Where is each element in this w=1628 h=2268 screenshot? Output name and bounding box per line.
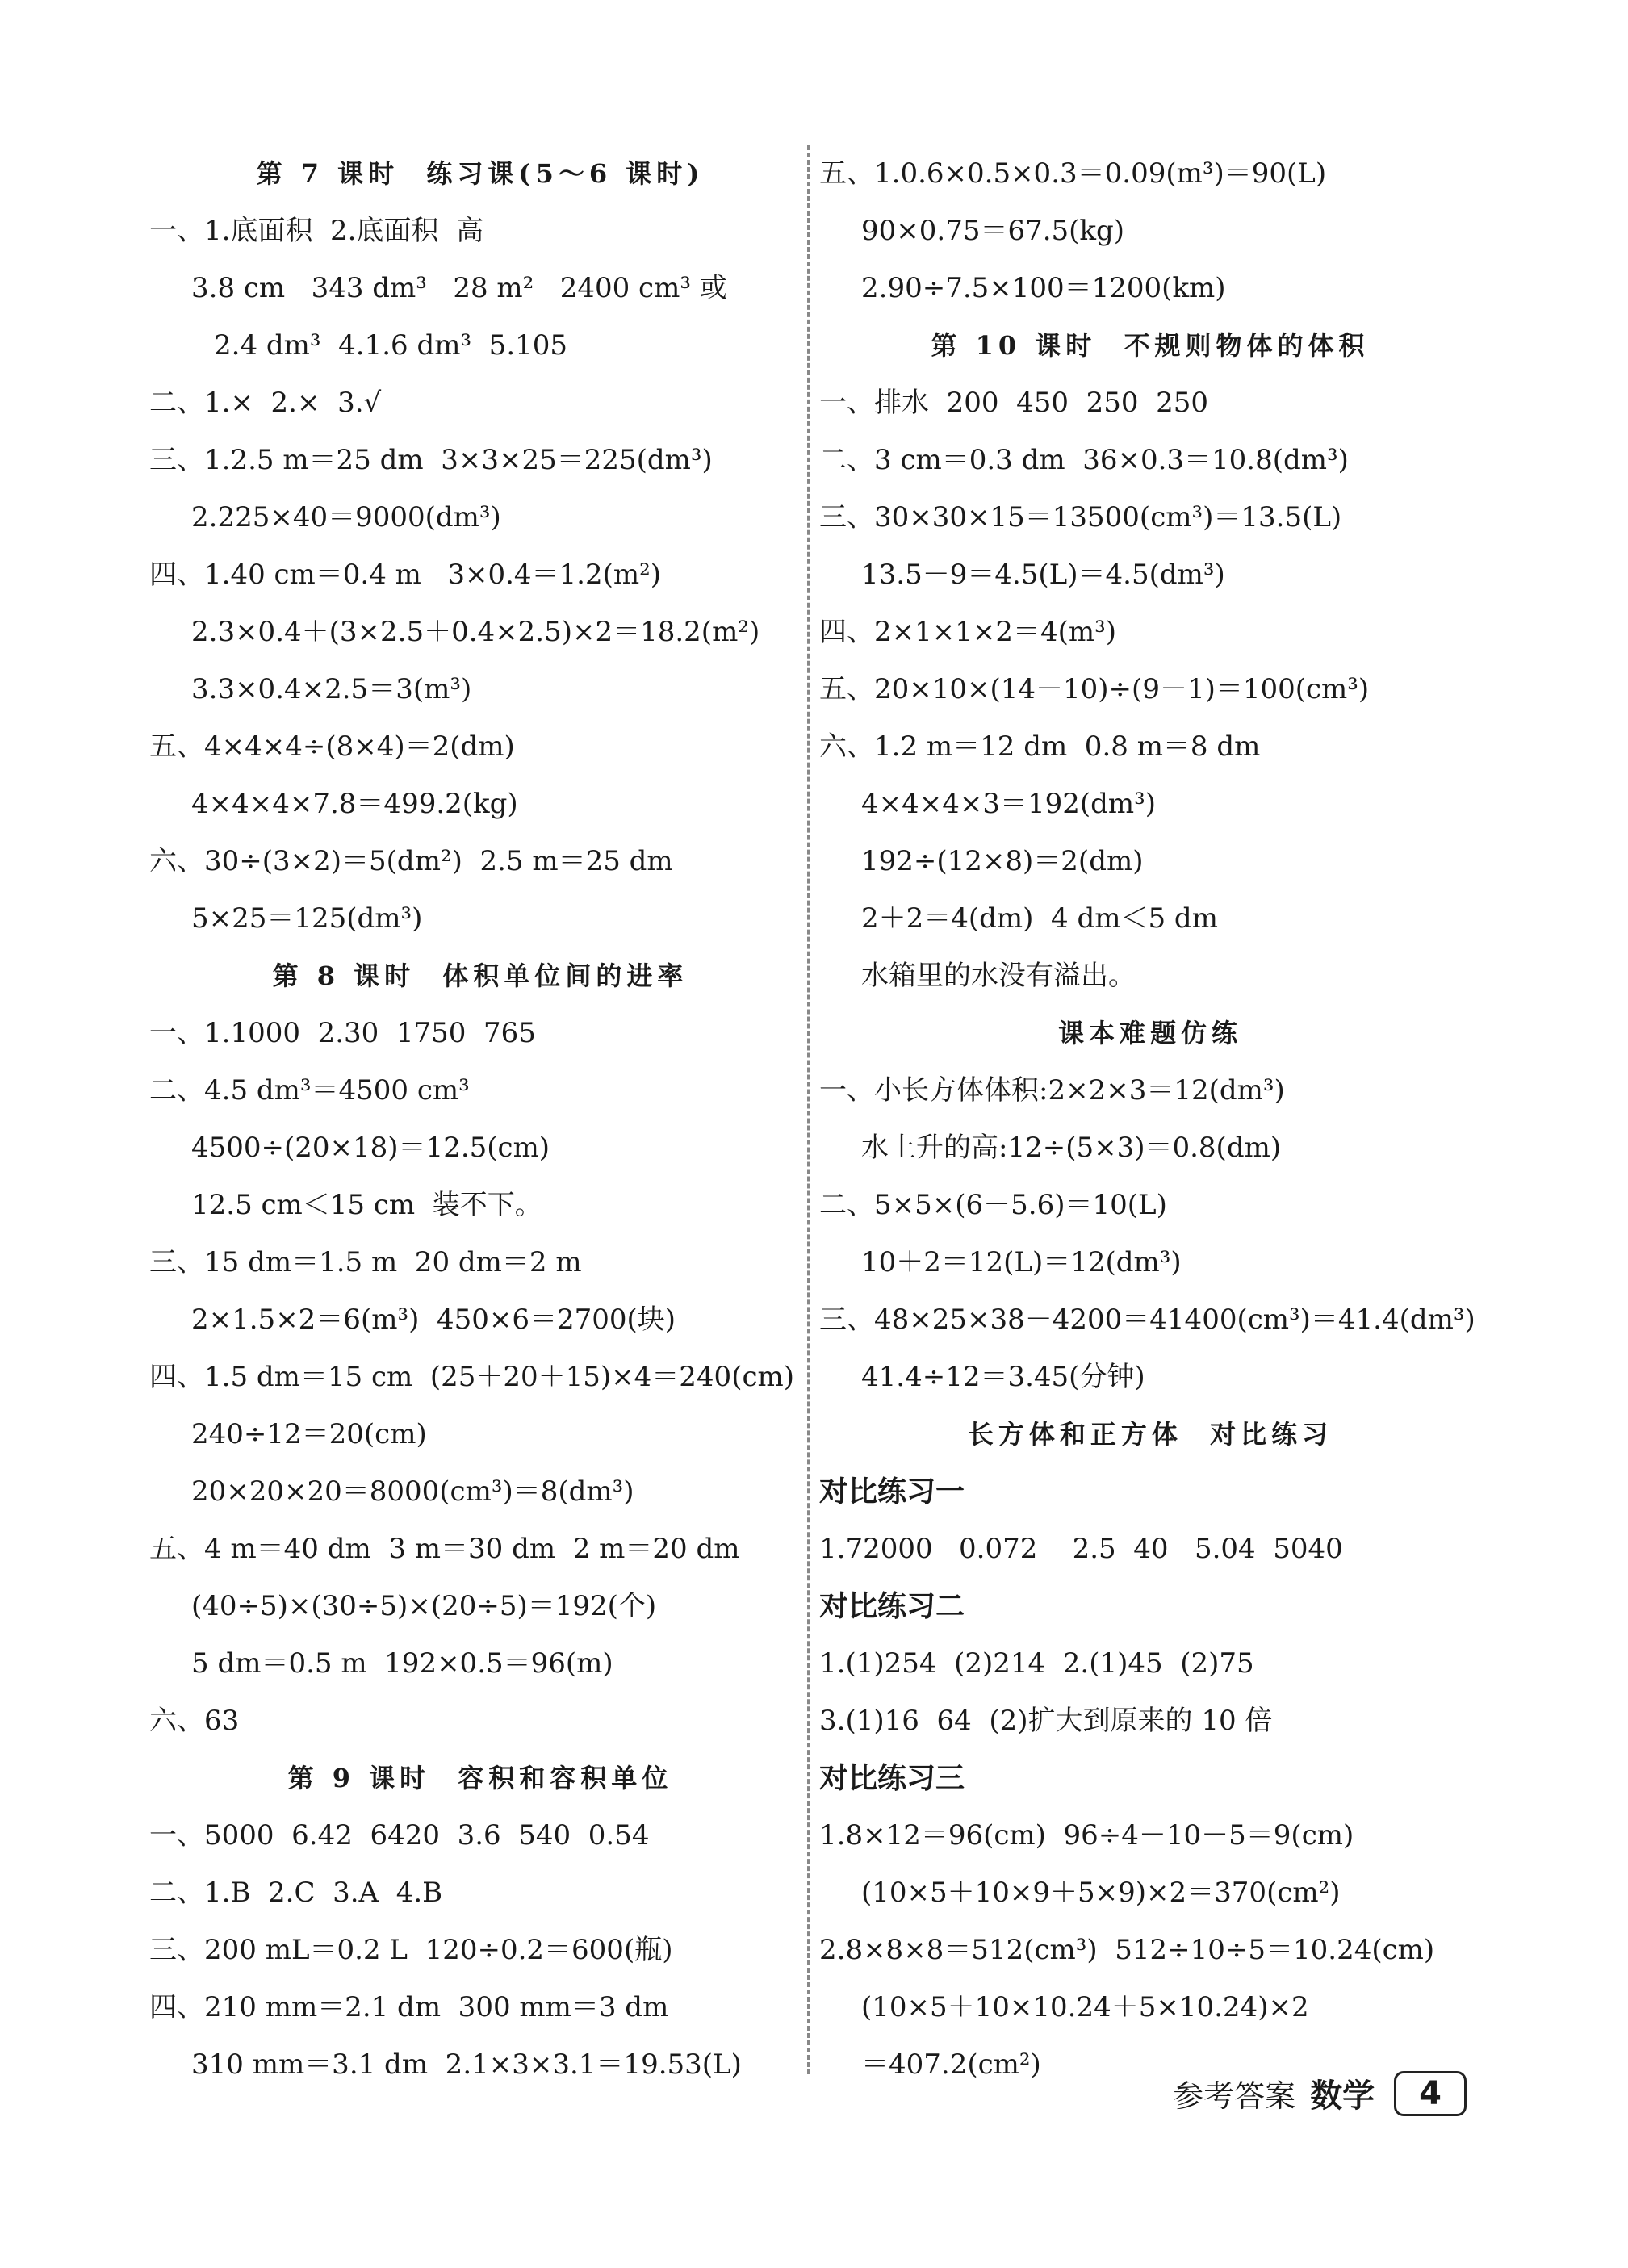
section-heading: 长方体和正方体 对比练习 [967,1419,1333,1450]
footer-label: 参考答案 [1173,2078,1296,2114]
answer-line: 10＋2＝12(L)＝12(dm³) [861,1246,1182,1278]
answer-line: 1.72000 0.072 2.5 40 5.04 5040 [819,1533,1343,1565]
answer-line: 5 dm＝0.5 m 192×0.5＝96(m) [191,1647,613,1680]
answer-line: 1.(1)254 (2)214 2.(1)45 (2)75 [819,1647,1254,1680]
answer-line: 2.4 dm³ 4.1.6 dm³ 5.105 [214,329,568,362]
answer-line: (40÷5)×(30÷5)×(20÷5)＝192(个) [191,1590,657,1622]
answer-line: 二、1.B 2.C 3.A 4.B [149,1877,443,1909]
subsection-heading: 对比练习三 [819,1761,965,1795]
answer-line: 四、2×1×1×2＝4(m³) [819,616,1117,648]
answer-line: 5×25＝125(dm³) [191,902,423,935]
answer-line: 水箱里的水没有溢出。 [861,960,1136,992]
answer-line: 三、30×30×15＝13500(cm³)＝13.5(L) [819,501,1342,534]
answer-line: 一、5000 6.42 6420 3.6 540 0.54 [149,1819,650,1852]
answer-line: (10×5＋10×9＋5×9)×2＝370(cm²) [861,1877,1341,1909]
page-number: 4 [1394,2071,1467,2116]
answer-line: 41.4÷12＝3.45(分钟) [861,1361,1145,1393]
answer-line: 3.(1)16 64 (2)扩大到原来的 10 倍 [819,1705,1273,1737]
answer-line: 水上升的高:12÷(5×3)＝0.8(dm) [861,1132,1282,1164]
answer-line: 2.3×0.4＋(3×2.5＋0.4×2.5)×2＝18.2(m²) [191,616,760,648]
answer-line: 六、1.2 m＝12 dm 0.8 m＝8 dm [819,730,1261,763]
answer-line: 二、1.× 2.× 3.√ [149,387,382,419]
answer-line: 12.5 cm＜15 cm 装不下。 [191,1189,542,1221]
answer-line: 一、1.底面积 2.底面积 高 [149,215,484,247]
answer-line: 20×20×20＝8000(cm³)＝8(dm³) [191,1475,634,1508]
answer-line: 四、210 mm＝2.1 dm 300 mm＝3 dm [149,1991,669,2023]
section-heading: 第 8 课时 体积单位间的进率 [272,960,688,991]
answer-line: 13.5－9＝4.5(L)＝4.5(dm³) [861,559,1225,591]
answer-line: 90×0.75＝67.5(kg) [861,215,1125,247]
answer-line: 3.8 cm 343 dm³ 28 m² 2400 cm³ 或 [191,272,727,304]
answer-line: 四、1.5 dm＝15 cm (25＋20＋15)×4＝240(cm) [149,1361,794,1393]
answer-line: 五、1.0.6×0.5×0.3＝0.09(m³)＝90(L) [819,157,1327,190]
answer-line: 2×1.5×2＝6(m³) 450×6＝2700(块) [191,1303,676,1336]
answer-line: 一、小长方体体积:2×2×3＝12(dm³) [819,1074,1285,1107]
answer-line: 一、排水 200 450 250 250 [819,387,1209,419]
answer-line: 二、4.5 dm³＝4500 cm³ [149,1074,470,1107]
answer-line: 4500÷(20×18)＝12.5(cm) [191,1132,550,1164]
answer-line: 4×4×4×7.8＝499.2(kg) [191,788,518,820]
answer-line: 2.8×8×8＝512(cm³) 512÷10÷5＝10.24(cm) [819,1934,1435,1966]
answer-line: 4×4×4×3＝192(dm³) [861,788,1157,820]
answer-line: 三、200 mL＝0.2 L 120÷0.2＝600(瓶) [149,1934,673,1966]
answer-line: 二、3 cm＝0.3 dm 36×0.3＝10.8(dm³) [819,444,1349,476]
answer-line: 六、30÷(3×2)＝5(dm²) 2.5 m＝25 dm [149,845,673,877]
answer-line: 三、1.2.5 m＝25 dm 3×3×25＝225(dm³) [149,444,713,476]
answer-line: 二、5×5×(6－5.6)＝10(L) [819,1189,1167,1221]
subsection-heading: 对比练习二 [819,1589,965,1623]
answer-line: 310 mm＝3.1 dm 2.1×3×3.1＝19.53(L) [191,2048,742,2081]
answer-line: 2.90÷7.5×100＝1200(km) [861,272,1226,304]
answer-line: 192÷(12×8)＝2(dm) [861,845,1144,877]
right-column [819,145,1481,2094]
answer-line: 240÷12＝20(cm) [191,1418,427,1450]
answer-line: 2＋2＝4(dm) 4 dm＜5 dm [861,902,1218,935]
answer-line: 一、1.1000 2.30 1750 765 [149,1017,536,1049]
answer-line: ＝407.2(cm²) [861,2048,1041,2081]
page-footer [1173,2070,1467,2116]
answer-line: 三、48×25×38－4200＝41400(cm³)＝41.4(dm³) [819,1303,1475,1336]
answer-line: 三、15 dm＝1.5 m 20 dm＝2 m [149,1246,582,1278]
subsection-heading: 对比练习一 [819,1475,965,1509]
answer-line: 五、4 m＝40 dm 3 m＝30 dm 2 m＝20 dm [149,1533,740,1565]
answer-line: (10×5＋10×10.24＋5×10.24)×2 [861,1991,1309,2023]
answer-line: 3.3×0.4×2.5＝3(m³) [191,673,472,705]
section-heading: 课本难题仿练 [1057,1018,1242,1048]
answer-line: 四、1.40 cm＝0.4 m 3×0.4＝1.2(m²) [149,559,661,591]
answer-line: 五、4×4×4÷(8×4)＝2(dm) [149,730,515,763]
left-column [149,145,811,2094]
section-heading: 第 10 课时 不规则物体的体积 [931,330,1370,361]
footer-subject: 数学 [1310,2078,1375,2115]
answer-line: 1.8×12＝96(cm) 96÷4－10－5＝9(cm) [819,1819,1354,1852]
answer-line: 六、63 [149,1705,240,1737]
answer-line: 五、20×10×(14－10)÷(9－1)＝100(cm³) [819,673,1370,705]
section-heading: 第 9 课时 容积和容积单位 [287,1763,673,1793]
section-heading: 第 7 课时 练习课(5～6 课时) [256,158,705,189]
answer-line: 2.225×40＝9000(dm³) [191,501,501,534]
